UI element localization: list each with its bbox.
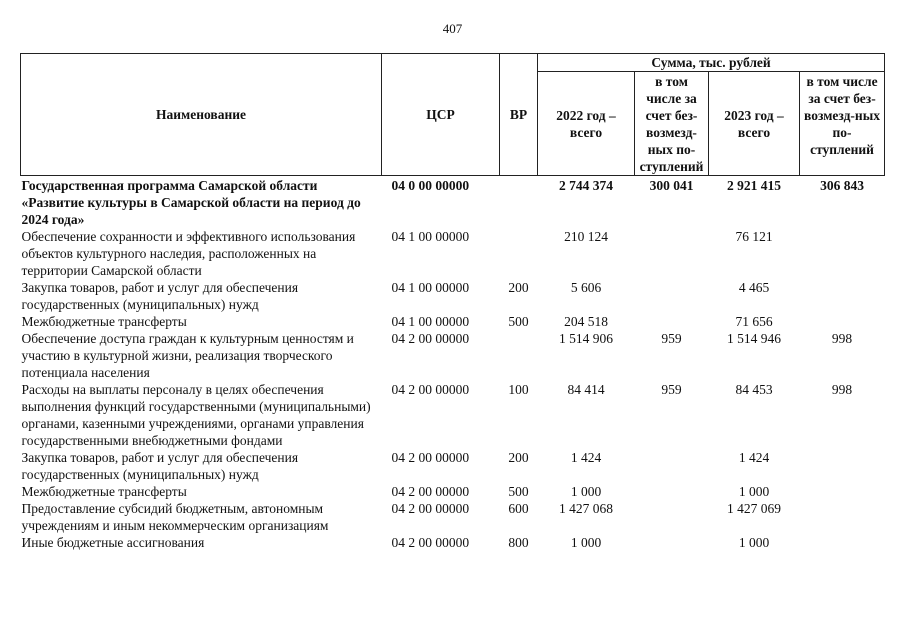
row-2022-grants xyxy=(635,313,709,330)
row-vr: 200 xyxy=(508,280,529,295)
row-2023-grants xyxy=(800,313,885,330)
row-2022-grants xyxy=(635,228,709,279)
row-2023-total: 1 427 069 xyxy=(727,501,781,516)
row-2022-total: 1 427 068 xyxy=(559,501,613,516)
row-2022-total: 5 606 xyxy=(570,280,602,295)
row-2023-grants xyxy=(800,500,885,534)
page-number: 407 xyxy=(442,21,463,36)
row-2023-grants xyxy=(800,449,885,483)
row-2023-total: 76 121 xyxy=(735,229,773,244)
row-csr: 04 2 00 00000 xyxy=(391,484,470,499)
row-name: Иные бюджетные ассигнования xyxy=(21,535,205,550)
row-name: Закупка товаров, работ и услуг для обеспечения государственных (муниципальных) нужд xyxy=(21,450,299,482)
row-2023-total: 1 000 xyxy=(738,535,770,550)
row-csr: 04 2 00 00000 xyxy=(391,535,470,550)
table-row xyxy=(21,381,885,449)
table-body xyxy=(21,176,885,552)
table-row xyxy=(21,534,885,551)
header-2023-total: 2023 год – всего xyxy=(709,72,800,176)
row-2023-total: 71 656 xyxy=(735,314,773,329)
row-2022-grants xyxy=(635,500,709,534)
row-2022-grants: 300 041 xyxy=(649,178,694,193)
row-2023-total: 1 514 946 xyxy=(727,331,781,346)
row-2022-total: 1 000 xyxy=(570,484,602,499)
header-csr: ЦСР xyxy=(382,54,500,176)
row-2023-total: 84 453 xyxy=(735,382,773,397)
row-vr: 500 xyxy=(508,484,529,499)
row-name: Закупка товаров, работ и услуг для обеспечения государственных (муниципальных) нужд xyxy=(21,280,299,312)
row-2023-grants xyxy=(800,228,885,279)
table-row xyxy=(21,279,885,313)
row-name: Обеспечение сохранности и эффективного использования объектов культурного наследия, расположенных на территории Самарской области xyxy=(21,229,356,278)
row-2022-grants xyxy=(635,449,709,483)
row-name: Государственная программа Самарской области «Развитие культуры в Самарской области на период до 2024 года» xyxy=(21,178,361,227)
row-2022-total: 204 518 xyxy=(564,314,608,329)
header-sum: Сумма, тыс. рублей xyxy=(538,54,885,72)
table-row xyxy=(21,228,885,279)
budget-table xyxy=(20,53,885,551)
row-2023-grants: 306 843 xyxy=(820,178,864,193)
row-name: Межбюджетные трансферты xyxy=(21,484,187,499)
row-vr: 200 xyxy=(508,450,529,465)
row-2023-grants: 998 xyxy=(831,331,853,346)
row-vr xyxy=(500,228,538,279)
row-2023-total: 1 424 xyxy=(738,450,770,465)
row-name: Предоставление субсидий бюджетным, автономным учреждениям и иным некоммерческим организациям xyxy=(21,501,329,533)
row-2022-grants xyxy=(635,279,709,313)
row-2023-total: 2 921 415 xyxy=(727,178,781,193)
row-2023-grants: 998 xyxy=(831,382,853,397)
row-csr: 04 1 00 00000 xyxy=(391,229,470,244)
table-header xyxy=(21,54,885,176)
row-2022-grants: 959 xyxy=(661,382,682,397)
table-row xyxy=(21,483,885,500)
row-2023-grants xyxy=(800,534,885,551)
row-csr: 04 0 00 00000 xyxy=(391,178,470,193)
row-name: Расходы на выплаты персоналу в целях обеспечения выполнения функций государственными (муниципальными) органами, казенными учреждениями, органами управления государственными внебюджетными фондами xyxy=(21,382,371,448)
row-vr xyxy=(500,176,538,229)
row-vr: 100 xyxy=(508,382,529,397)
row-2022-grants: 959 xyxy=(661,331,682,346)
row-2023-grants xyxy=(800,483,885,500)
row-csr: 04 2 00 00000 xyxy=(391,501,470,516)
row-vr xyxy=(500,330,538,381)
header-name: Наименование xyxy=(21,54,382,176)
table-row xyxy=(21,330,885,381)
row-2022-total: 1 514 906 xyxy=(559,331,613,346)
row-csr: 04 2 00 00000 xyxy=(391,450,470,465)
header-2022-total: 2022 год – всего xyxy=(538,72,635,176)
row-2023-total: 4 465 xyxy=(738,280,770,295)
row-csr: 04 2 00 00000 xyxy=(391,331,470,346)
row-csr: 04 2 00 00000 xyxy=(391,382,470,397)
row-2022-total: 84 414 xyxy=(567,382,605,397)
row-2022-total: 1 424 xyxy=(570,450,602,465)
row-2022-total: 2 744 374 xyxy=(559,178,613,193)
row-name: Межбюджетные трансферты xyxy=(21,314,187,329)
header-vr: ВР xyxy=(500,54,538,176)
row-vr: 600 xyxy=(508,501,529,516)
table-row xyxy=(21,313,885,330)
row-2022-total: 210 124 xyxy=(564,229,608,244)
row-2022-grants xyxy=(635,534,709,551)
table-row xyxy=(21,176,885,229)
row-vr: 800 xyxy=(508,535,529,550)
header-2022-grants: в том числе за счет без-возмезд-ных по-ступлений xyxy=(635,72,709,176)
row-csr: 04 1 00 00000 xyxy=(391,280,470,295)
row-2022-total: 1 000 xyxy=(570,535,602,550)
row-vr: 500 xyxy=(508,314,529,329)
row-2023-grants xyxy=(800,279,885,313)
table-row xyxy=(21,449,885,483)
row-2022-grants xyxy=(635,483,709,500)
row-csr: 04 1 00 00000 xyxy=(391,314,470,329)
row-name: Обеспечение доступа граждан к культурным ценностям и участию в культурной жизни, реализация творческого потенциала населения xyxy=(21,331,354,380)
table-row xyxy=(21,500,885,534)
header-2023-grants: в том числе за счет без-возмезд-ных по-ступлений xyxy=(800,72,885,176)
row-2023-total: 1 000 xyxy=(738,484,770,499)
